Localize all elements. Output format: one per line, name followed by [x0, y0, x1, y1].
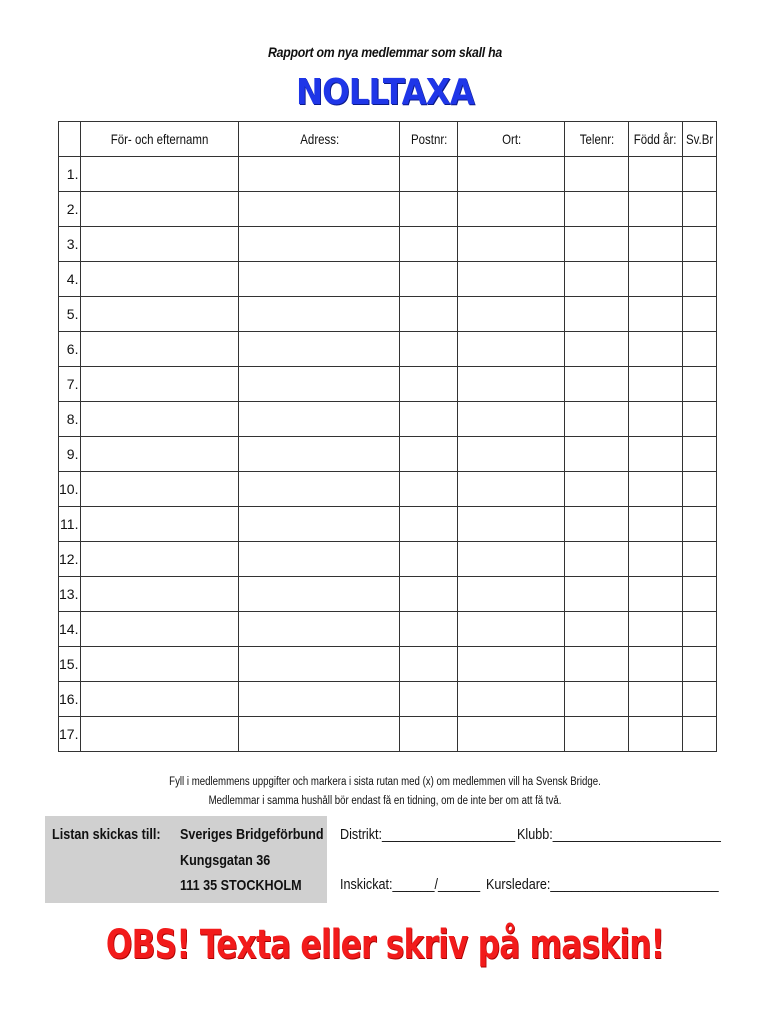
ort-cell[interactable] — [458, 402, 565, 437]
svbr-cell[interactable] — [682, 262, 716, 297]
table-row — [59, 192, 717, 227]
svbr-cell[interactable] — [682, 157, 716, 192]
table-header-row — [59, 122, 717, 157]
postnr-cell[interactable] — [400, 157, 458, 192]
name-cell[interactable] — [81, 507, 239, 542]
table-row — [59, 402, 717, 437]
name-cell[interactable] — [81, 682, 239, 717]
postnr-cell[interactable] — [400, 227, 458, 262]
fodd-cell[interactable] — [629, 332, 682, 367]
name-cell[interactable] — [81, 332, 239, 367]
column-header-fodd: Född år: — [629, 122, 682, 157]
ort-cell[interactable] — [458, 472, 565, 507]
fodd-cell[interactable] — [629, 192, 682, 227]
table-row — [59, 157, 717, 192]
row-number: 7. — [59, 367, 81, 402]
address-cell[interactable] — [239, 647, 400, 682]
svbr-cell[interactable] — [682, 612, 716, 647]
row-number: 6. — [59, 332, 81, 367]
name-cell[interactable] — [81, 542, 239, 577]
kursledare-field[interactable]: Kursledare:________________________ — [486, 876, 719, 893]
row-number: 8. — [59, 402, 81, 437]
address-street: Kungsgatan 36 — [180, 852, 271, 869]
table-row — [59, 367, 717, 402]
row-number: 12. — [59, 542, 81, 577]
column-header-number — [59, 122, 81, 157]
member-table — [58, 121, 717, 752]
klubb-field[interactable]: Klubb:________________________ — [517, 826, 721, 843]
postnr-cell[interactable] — [400, 192, 458, 227]
column-header-svbr: Sv.Br — [682, 122, 716, 157]
telenr-cell[interactable] — [565, 682, 629, 717]
ort-cell[interactable] — [458, 227, 565, 262]
postnr-cell[interactable] — [400, 612, 458, 647]
fodd-cell[interactable] — [629, 437, 682, 472]
ort-cell[interactable] — [458, 262, 565, 297]
address-cell[interactable] — [239, 157, 400, 192]
column-header-name: För- och efternamn — [81, 122, 239, 157]
row-number: 15. — [59, 647, 81, 682]
postnr-cell[interactable] — [400, 682, 458, 717]
name-cell[interactable] — [81, 262, 239, 297]
address-cell[interactable] — [239, 192, 400, 227]
instruction-line-1: Fyll i medlemmens uppgifter och markera i sista rutan med (x) om medlemmen vill ha Svensk Bridge. — [169, 776, 601, 788]
name-cell[interactable] — [81, 437, 239, 472]
row-number: 3. — [59, 227, 81, 262]
name-cell[interactable] — [81, 647, 239, 682]
name-cell[interactable] — [81, 192, 239, 227]
name-cell[interactable] — [81, 612, 239, 647]
fodd-cell[interactable] — [629, 682, 682, 717]
address-org: Sveriges Bridgeförbund — [180, 826, 324, 843]
ort-cell[interactable] — [458, 192, 565, 227]
fodd-cell[interactable] — [629, 227, 682, 262]
column-header-telenr: Telenr: — [565, 122, 629, 157]
table-row — [59, 507, 717, 542]
telenr-cell[interactable] — [565, 262, 629, 297]
name-cell[interactable] — [81, 227, 239, 262]
postnr-cell[interactable] — [400, 437, 458, 472]
table-row — [59, 332, 717, 367]
postnr-cell[interactable] — [400, 507, 458, 542]
telenr-cell[interactable] — [565, 507, 629, 542]
row-number: 11. — [59, 507, 81, 542]
address-cell[interactable] — [239, 367, 400, 402]
telenr-cell[interactable] — [565, 647, 629, 682]
ort-cell[interactable] — [458, 612, 565, 647]
telenr-cell[interactable] — [565, 227, 629, 262]
table-row — [59, 542, 717, 577]
row-number: 1. — [59, 157, 81, 192]
ort-cell[interactable] — [458, 647, 565, 682]
ort-cell[interactable] — [458, 542, 565, 577]
row-number: 2. — [59, 192, 81, 227]
name-cell[interactable] — [81, 472, 239, 507]
column-header-ort: Ort: — [458, 122, 565, 157]
distrikt-field[interactable]: Distrikt:___________________ — [340, 826, 516, 843]
address-cell[interactable] — [239, 577, 400, 612]
address-cell[interactable] — [239, 542, 400, 577]
svbr-cell[interactable] — [682, 367, 716, 402]
svbr-cell[interactable] — [682, 647, 716, 682]
postnr-cell[interactable] — [400, 717, 458, 752]
form-subtitle: Rapport om nya medlemmar som skall ha — [268, 44, 502, 60]
table-row — [59, 612, 717, 647]
ort-cell[interactable] — [458, 297, 565, 332]
svbr-cell[interactable] — [682, 332, 716, 367]
address-cell[interactable] — [239, 682, 400, 717]
row-number: 4. — [59, 262, 81, 297]
telenr-cell[interactable] — [565, 437, 629, 472]
telenr-cell[interactable] — [565, 717, 629, 752]
telenr-cell[interactable] — [565, 542, 629, 577]
fodd-cell[interactable] — [629, 262, 682, 297]
postnr-cell[interactable] — [400, 472, 458, 507]
svbr-cell[interactable] — [682, 682, 716, 717]
table-row — [59, 472, 717, 507]
instruction-line-2: Medlemmar i samma hushåll bör endast få en tidning, om de inte ber om att få två. — [208, 795, 562, 807]
warning-text: OBS! Texta eller skriv på maskin! — [105, 922, 665, 968]
name-cell[interactable] — [81, 297, 239, 332]
postnr-cell[interactable] — [400, 367, 458, 402]
svbr-cell[interactable] — [682, 542, 716, 577]
svbr-cell[interactable] — [682, 437, 716, 472]
row-number: 17. — [59, 717, 81, 752]
fodd-cell[interactable] — [629, 542, 682, 577]
address-cell[interactable] — [239, 227, 400, 262]
address-cell[interactable] — [239, 262, 400, 297]
postnr-cell[interactable] — [400, 297, 458, 332]
telenr-cell[interactable] — [565, 577, 629, 612]
fodd-cell[interactable] — [629, 507, 682, 542]
postnr-cell[interactable] — [400, 332, 458, 367]
telenr-cell[interactable] — [565, 472, 629, 507]
send-to-label: Listan skickas till: — [52, 826, 161, 843]
table-row — [59, 682, 717, 717]
fodd-cell[interactable] — [629, 157, 682, 192]
name-cell[interactable] — [81, 577, 239, 612]
table-row — [59, 262, 717, 297]
telenr-cell[interactable] — [565, 402, 629, 437]
telenr-cell[interactable] — [565, 192, 629, 227]
svbr-cell[interactable] — [682, 472, 716, 507]
table-row — [59, 577, 717, 612]
ort-cell[interactable] — [458, 157, 565, 192]
address-city: 111 35 STOCKHOLM — [180, 877, 302, 894]
row-number: 10. — [59, 472, 81, 507]
name-cell[interactable] — [81, 367, 239, 402]
table-row — [59, 437, 717, 472]
fodd-cell[interactable] — [629, 402, 682, 437]
address-cell[interactable] — [239, 332, 400, 367]
address-cell[interactable] — [239, 437, 400, 472]
ort-cell[interactable] — [458, 332, 565, 367]
ort-cell[interactable] — [458, 367, 565, 402]
fodd-cell[interactable] — [629, 612, 682, 647]
row-number: 16. — [59, 682, 81, 717]
table-row — [59, 227, 717, 262]
postnr-cell[interactable] — [400, 402, 458, 437]
table-row — [59, 297, 717, 332]
row-number: 14. — [59, 612, 81, 647]
fodd-cell[interactable] — [629, 297, 682, 332]
telenr-cell[interactable] — [565, 367, 629, 402]
svbr-cell[interactable] — [682, 507, 716, 542]
telenr-cell[interactable] — [565, 297, 629, 332]
fodd-cell[interactable] — [629, 472, 682, 507]
ort-cell[interactable] — [458, 717, 565, 752]
row-number: 5. — [59, 297, 81, 332]
column-header-address: Adress: — [239, 122, 400, 157]
svbr-cell[interactable] — [682, 227, 716, 262]
fodd-cell[interactable] — [629, 647, 682, 682]
telenr-cell[interactable] — [565, 332, 629, 367]
postnr-cell[interactable] — [400, 262, 458, 297]
fodd-cell[interactable] — [629, 367, 682, 402]
telenr-cell[interactable] — [565, 157, 629, 192]
row-number: 13. — [59, 577, 81, 612]
form-title: NOLLTAXA — [295, 72, 475, 113]
address-cell[interactable] — [239, 402, 400, 437]
ort-cell[interactable] — [458, 682, 565, 717]
svbr-cell[interactable] — [682, 192, 716, 227]
telenr-cell[interactable] — [565, 612, 629, 647]
address-cell[interactable] — [239, 507, 400, 542]
address-cell[interactable] — [239, 472, 400, 507]
inskickat-field[interactable]: Inskickat:______/______ — [340, 876, 481, 893]
ort-cell[interactable] — [458, 437, 565, 472]
svbr-cell[interactable] — [682, 402, 716, 437]
postnr-cell[interactable] — [400, 542, 458, 577]
postnr-cell[interactable] — [400, 577, 458, 612]
fodd-cell[interactable] — [629, 717, 682, 752]
table-row — [59, 717, 717, 752]
name-cell[interactable] — [81, 157, 239, 192]
svbr-cell[interactable] — [682, 717, 716, 752]
postnr-cell[interactable] — [400, 647, 458, 682]
name-cell[interactable] — [81, 717, 239, 752]
ort-cell[interactable] — [458, 577, 565, 612]
column-header-postnr: Postnr: — [400, 122, 458, 157]
address-cell[interactable] — [239, 612, 400, 647]
svbr-cell[interactable] — [682, 577, 716, 612]
svbr-cell[interactable] — [682, 297, 716, 332]
address-cell[interactable] — [239, 297, 400, 332]
address-cell[interactable] — [239, 717, 400, 752]
name-cell[interactable] — [81, 402, 239, 437]
table-row — [59, 647, 717, 682]
ort-cell[interactable] — [458, 507, 565, 542]
fodd-cell[interactable] — [629, 577, 682, 612]
row-number: 9. — [59, 437, 81, 472]
